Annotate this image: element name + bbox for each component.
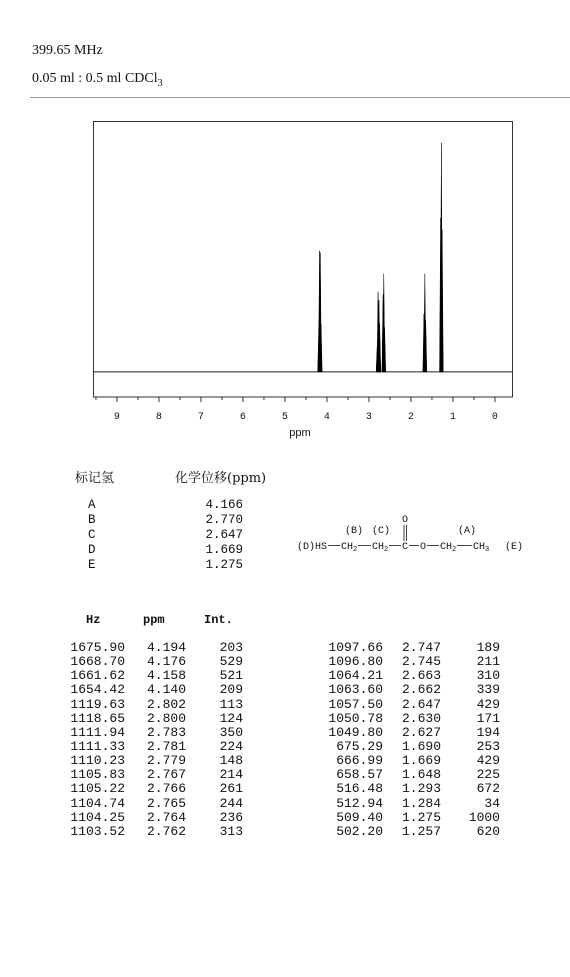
cell-hz: 1111.94 (70, 724, 125, 740)
cell-int: 310 (476, 668, 500, 684)
cell-int: 209 (219, 682, 243, 698)
cell-ppm: 1.284 (401, 795, 441, 811)
x-tick-label: 6 (239, 412, 246, 423)
thiol-group: (D)HS (297, 542, 328, 553)
cell-int: 350 (219, 724, 243, 740)
cell-label: D (88, 543, 96, 557)
cell-hz: 1118.65 (70, 710, 125, 726)
group-label-c: (C) (372, 526, 391, 537)
cell-ppm: 2.647 (401, 696, 441, 712)
cell-hz: 1654.42 (70, 682, 125, 698)
cell-shift: 4.166 (205, 498, 243, 512)
peak-row (0, 726, 570, 740)
sample-subscript: 3 (157, 78, 163, 89)
cell-int: 194 (476, 724, 500, 740)
cell-hz: 1661.62 (70, 668, 125, 684)
cell-shift: 1.275 (205, 558, 243, 572)
cell-hz: 1057.50 (328, 696, 383, 712)
cell-ppm: 2.800 (146, 710, 186, 726)
cell-int: 214 (219, 767, 243, 783)
cell-hz: 512.94 (336, 795, 383, 811)
spectrometer-frequency: 399.65 MHz (32, 43, 103, 58)
carbonyl-carbon: C (402, 542, 409, 553)
peak-row (0, 698, 570, 712)
cell-label: B (88, 513, 96, 527)
cell-int: 261 (219, 781, 243, 797)
cell-ppm: 2.781 (146, 738, 186, 754)
cell-ppm: 2.762 (146, 823, 186, 839)
cell-hz: 502.20 (336, 823, 383, 839)
cell-int: 203 (219, 640, 243, 655)
cell-ppm: 4.176 (146, 654, 186, 670)
cell-int: 244 (219, 795, 243, 811)
cell-int: 225 (476, 767, 500, 783)
cell-hz: 1110.23 (70, 753, 125, 769)
group-label-b: (B) (345, 526, 364, 537)
cell-label: C (88, 528, 96, 542)
cell-ppm: 4.140 (146, 682, 186, 698)
methylene-c: CH (372, 542, 385, 553)
cell-hz: 1105.83 (70, 767, 125, 783)
peak-row (0, 825, 570, 839)
intensity-column-header: Int. (204, 613, 233, 627)
cell-int: 521 (219, 668, 243, 684)
cell-hz: 1063.60 (328, 682, 383, 698)
methylene-b-subscript: 2 (353, 546, 358, 554)
methylene-a: CH (440, 542, 453, 553)
cell-int: 34 (484, 795, 500, 811)
cell-shift: 2.770 (205, 513, 243, 527)
cell-hz: 1119.63 (70, 696, 125, 712)
cell-int: 189 (476, 640, 500, 655)
x-tick-label: 3 (365, 412, 372, 423)
peak-table-right (0, 641, 570, 839)
x-tick-label: 4 (323, 412, 330, 423)
cell-hz: 516.48 (336, 781, 383, 797)
sample-text: 0.05 ml : 0.5 ml CDCl (32, 71, 158, 86)
cell-int: 236 (219, 809, 243, 825)
cell-int: 148 (219, 753, 243, 769)
hz-column-header: Hz (86, 613, 101, 627)
cell-int: 211 (476, 654, 500, 670)
cell-ppm: 2.663 (401, 668, 441, 684)
cell-int: 253 (476, 738, 500, 754)
cell-ppm: 1.293 (401, 781, 441, 797)
cell-int: 429 (476, 753, 500, 769)
cell-ppm: 2.767 (146, 767, 186, 783)
ester-oxygen: O (420, 542, 427, 553)
x-axis-ticks (96, 397, 498, 423)
methylene-b: CH (341, 542, 354, 553)
x-tick-label: 5 (281, 412, 288, 423)
cell-ppm: 2.779 (146, 753, 186, 769)
cell-hz: 509.40 (336, 809, 383, 825)
group-label-a: (A) (458, 526, 477, 537)
cell-hz: 675.29 (336, 738, 383, 754)
cell-ppm: 1.257 (401, 823, 441, 839)
plot-frame (94, 122, 513, 398)
peak-row (0, 768, 570, 782)
x-tick-label: 2 (407, 412, 414, 423)
carbonyl-oxygen: O (402, 515, 409, 526)
cell-int: 672 (476, 781, 500, 797)
cell-label: A (88, 498, 96, 512)
ppm-column-header: ppm (143, 613, 165, 627)
cell-int: 429 (476, 696, 500, 712)
cell-ppm: 1.275 (401, 809, 441, 825)
methylene-a-subscript: 2 (452, 546, 457, 554)
cell-ppm: 2.802 (146, 696, 186, 712)
cell-ppm: 2.627 (401, 724, 441, 740)
assignment-row (0, 558, 570, 573)
cell-ppm: 1.669 (401, 753, 441, 769)
cell-shift: 1.669 (205, 543, 243, 557)
cell-hz: 1104.74 (70, 795, 125, 811)
methyl-e: CH (473, 542, 486, 553)
nmr-spectrum-chart (0, 0, 570, 445)
cell-hz: 1097.66 (328, 640, 383, 655)
peak-row (0, 740, 570, 754)
cell-ppm: 2.766 (146, 781, 186, 797)
methylene-c-subscript: 2 (384, 546, 389, 554)
cell-int: 224 (219, 738, 243, 754)
peak-row (0, 655, 570, 669)
peak-row (0, 797, 570, 811)
peak-row (0, 782, 570, 796)
cell-ppm: 4.158 (146, 668, 186, 684)
peak-row (0, 669, 570, 683)
cell-int: 313 (219, 823, 243, 839)
cell-hz: 1096.80 (328, 654, 383, 670)
cell-ppm: 2.783 (146, 724, 186, 740)
cell-hz: 1064.21 (328, 668, 383, 684)
cell-int: 124 (219, 710, 243, 726)
cell-hz: 1049.80 (328, 724, 383, 740)
peak-row (0, 683, 570, 697)
cell-ppm: 2.764 (146, 809, 186, 825)
cell-shift: 2.647 (205, 528, 243, 542)
x-tick-label: 8 (155, 412, 162, 423)
label-column-header: 标记氢 (75, 471, 115, 486)
x-tick-label: 9 (113, 412, 120, 423)
x-axis-label: ppm (289, 427, 311, 439)
cell-int: 529 (219, 654, 243, 670)
x-tick-label: 7 (197, 412, 204, 423)
cell-ppm: 1.690 (401, 738, 441, 754)
cell-hz: 1675.90 (70, 640, 125, 655)
methyl-e-label: (E) (505, 542, 524, 553)
cell-hz: 1105.22 (70, 781, 125, 797)
spectrum-peaks (318, 143, 444, 372)
cell-hz: 1111.33 (70, 738, 125, 754)
cell-label: E (88, 558, 96, 572)
x-tick-label: 0 (491, 412, 498, 423)
cell-ppm: 2.765 (146, 795, 186, 811)
cell-hz: 1103.52 (70, 823, 125, 839)
shift-column-header: 化学位移(ppm) (175, 471, 267, 486)
cell-int: 1000 (468, 809, 500, 825)
cell-ppm: 4.194 (146, 640, 186, 655)
peak-row (0, 641, 570, 655)
cell-int: 339 (476, 682, 500, 698)
cell-hz: 658.57 (336, 767, 383, 783)
cell-hz: 666.99 (336, 753, 383, 769)
cell-int: 113 (219, 696, 243, 712)
cell-hz: 1050.78 (328, 710, 383, 726)
cell-ppm: 1.648 (401, 767, 441, 783)
peak-row (0, 754, 570, 768)
x-tick-label: 1 (449, 412, 456, 423)
cell-ppm: 2.630 (401, 710, 441, 726)
peak-row (0, 712, 570, 726)
cell-int: 171 (476, 710, 500, 726)
cell-int: 620 (476, 823, 500, 839)
cell-hz: 1104.25 (70, 809, 125, 825)
methyl-e-subscript: 3 (485, 546, 490, 554)
peak-row (0, 811, 570, 825)
cell-ppm: 2.662 (401, 682, 441, 698)
cell-ppm: 2.745 (401, 654, 441, 670)
cell-ppm: 2.747 (401, 640, 441, 655)
cell-hz: 1668.70 (70, 654, 125, 670)
molecular-structure (290, 510, 560, 555)
